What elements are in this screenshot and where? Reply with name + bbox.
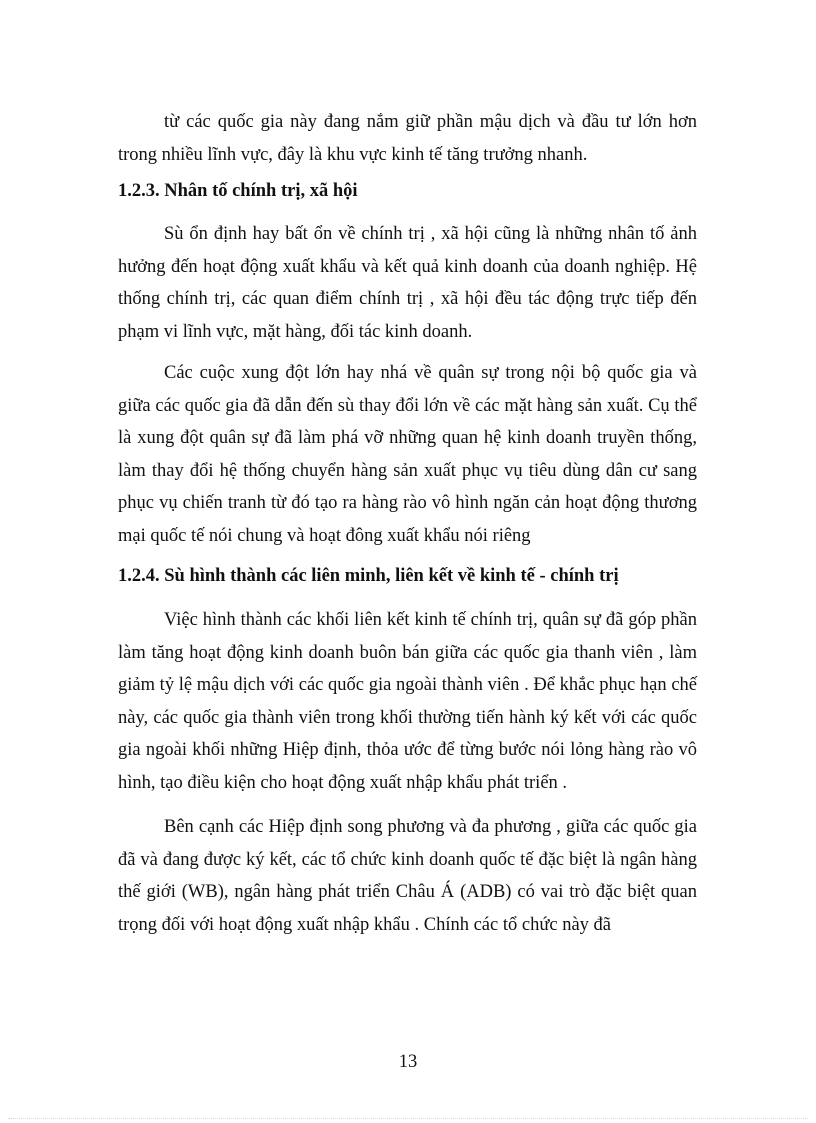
paragraph-international-organizations: Bên cạnh các Hiệp định song phương và đa phương , giữa các quốc gia đã và đang được ký kết, các tổ chức kinh doanh quốc tế đặc biệt là ngân hàng thế giới (WB), ngân hàng phát triển Châu Á (ADB) có vai trò đặc biệt quan trọng đối với hoạt động xuất nhập khẩu . Chính các tổ chức này đã (118, 817, 697, 935)
section-heading-1-2-4: 1.2.4. Sù hình thành các liên minh, liên kết về kinh tế - chính trị (118, 566, 619, 586)
section-heading-1-2-3: 1.2.3. Nhân tố chính trị, xã hội (118, 181, 358, 201)
paragraph-political-stability: Sù ổn định hay bất ổn về chính trị , xã hội cũng là những nhân tố ảnh hưởng đến hoạt động xuất khẩu và kết quả kinh doanh của doanh nghiệp. Hệ thống chính trị, các quan điểm chính trị , xã hội đều tác động trực tiếp đến phạm vi lĩnh vực, mặt hàng, đối tác kinh doanh. (118, 224, 697, 342)
paragraph-economic-blocs: Việc hình thành các khối liên kết kinh tế chính trị, quân sự đã góp phần làm tăng hoạt động kinh doanh buôn bán giữa các quốc gia thanh viên , làm giảm tỷ lệ mậu dịch với các quốc gia ngoài thành viên . Để khắc phục hạn chế này, các quốc gia thành viên trong khối thường tiến hành ký kết với các quốc gia ngoài khối những Hiệp định, thỏa ước để từng bước nói lỏng hàng rào vô hình, tạo điều kiện cho hoạt động xuất nhập khẩu phát triển . (118, 610, 697, 793)
page-bottom-divider (8, 1118, 808, 1119)
paragraph-continuation: từ các quốc gia này đang nắm giữ phần mậu dịch và đầu tư lớn hơn trong nhiều lĩnh vực, đây là khu vực kinh tế tăng trưởng nhanh. (118, 112, 697, 165)
paragraph-military-conflicts: Các cuộc xung đột lớn hay nhá về quân sự trong nội bộ quốc gia và giữa các quốc gia đã dẫn đến sù thay đổi lớn về các mặt hàng sản xuất. Cụ thể là xung đột quân sự đã làm phá vỡ những quan hệ kinh doanh truyền thống, làm thay đổi hệ thống chuyển hàng sản xuất phục vụ tiêu dùng dân cư sang phục vụ chiến tranh từ đó tạo ra hàng rào vô hình ngăn cản hoạt động thương mại quốc tế nói chung và hoạt đông xuất khẩu nói riêng (118, 363, 697, 546)
page-number: 13 (398, 1052, 418, 1072)
